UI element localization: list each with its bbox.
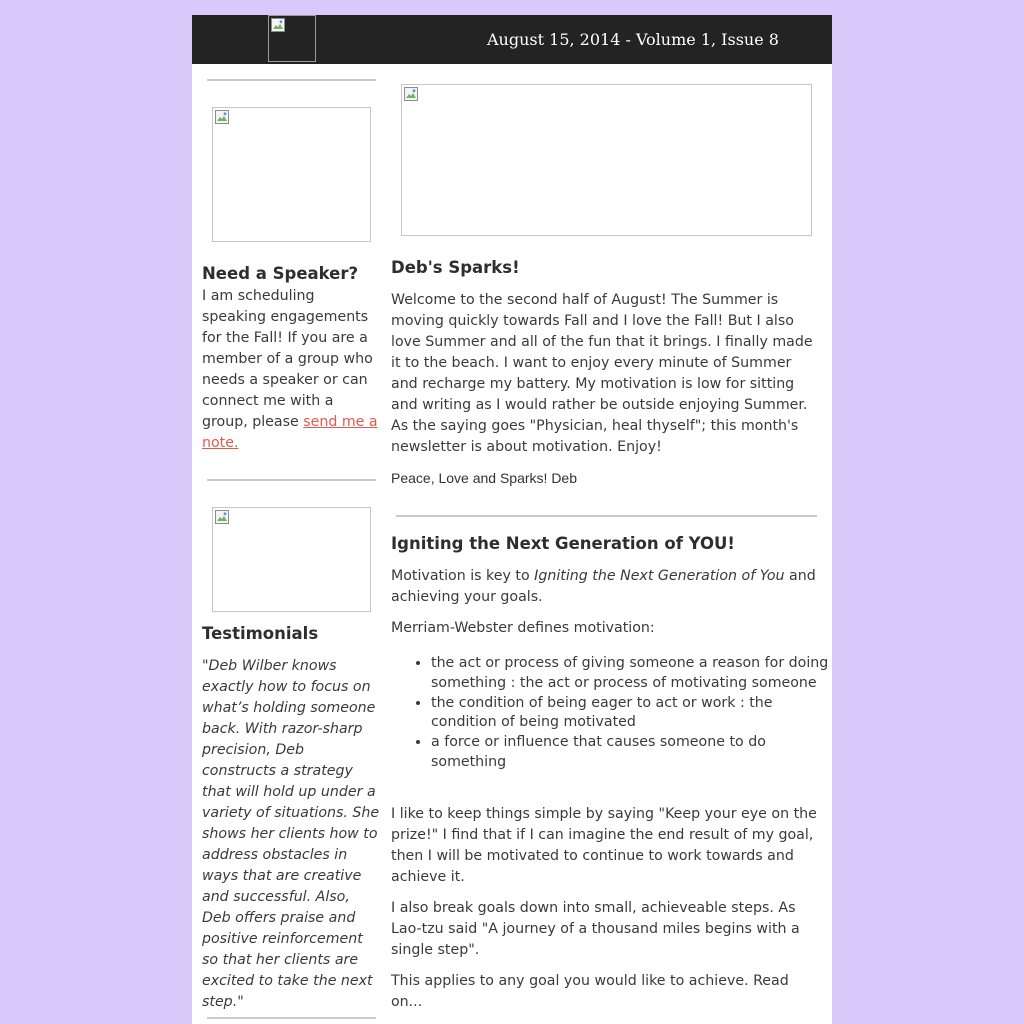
sparks-signoff: Peace, Love and Sparks! Deb	[391, 470, 578, 486]
sidebar-divider-bottom	[207, 1017, 376, 1019]
broken-image-icon	[215, 510, 229, 524]
list-item: • the act or process of giving someone a reason for doing something : the act or process of motivating someone	[431, 654, 831, 694]
intro-before: Motivation is key to	[391, 568, 535, 584]
speaker-body: I am scheduling speaking engagements for the Fall! If you are a member of a group who needs a speaker or can connect me with a group, please	[202, 288, 373, 430]
intro-italic: Igniting the Next Generation of You	[534, 568, 785, 584]
definition-list	[391, 654, 831, 773]
logo-image	[268, 15, 316, 62]
broken-image-icon	[215, 110, 229, 124]
definition-lead: Merriam-Webster defines motivation:	[391, 620, 655, 636]
read-on-paragraph: This applies to any goal you would like to achieve. Read on...	[391, 973, 789, 1010]
sparks-body: Welcome to the second half of August! The Summer is moving quickly towards Fall and I love the Fall! But I also love Summer and all of the fun that it brings. I finally made it to the beach. I want to enjoy every minute of Summer and recharge my battery. My motivation is low for sitting and writing as I would rather be outside enjoying Summer. As the saying goes "Physician, heal thyself"; this month's newsletter is about motivation. Enjoy!	[391, 292, 813, 455]
speaker-text	[202, 286, 380, 454]
newsletter-header	[192, 15, 832, 64]
banner-image	[401, 84, 812, 236]
steps-paragraph: I also break goals down into small, achieveable steps. As Lao-tzu said "A journey of a thousand miles begins with a single step".	[391, 900, 800, 958]
igniting-heading: Igniting the Next Generation of YOU!	[391, 534, 735, 553]
prize-paragraph: I like to keep things simple by saying "Keep your eye on the prize!" I find that if I can imagine the end result of my goal, then I will be motivated to continue to work towards and achieve it.	[391, 806, 817, 885]
testimonials-image	[212, 507, 371, 612]
speaker-photo	[212, 107, 371, 242]
speaker-heading: Need a Speaker?	[202, 264, 359, 283]
main-divider	[396, 515, 817, 517]
send-note-link[interactable]: send me a note.	[202, 414, 378, 451]
igniting-intro	[391, 566, 827, 608]
intro-after: and achieving your goals.	[391, 568, 816, 605]
testimonial-quote: "Deb Wilber knows exactly how to focus on what’s holding someone back. With razor-sharp precision, Deb constructs a strategy that will hold up under a variety of situations. She shows her clients how to address obstacles in ways that are creative and successful. Also, Deb offers praise and positive reinforcement so that her clients are excited to take the next step."	[202, 658, 380, 1010]
newsletter-page	[192, 15, 832, 1024]
testimonials-heading: Testimonials	[202, 624, 319, 643]
issue-date-volume: August 15, 2014 - Volume 1, Issue 8	[487, 30, 779, 49]
sidebar-divider-top	[207, 79, 376, 81]
list-item: • the condition of being eager to act or work : the condition of being motivated	[431, 694, 831, 734]
broken-image-icon	[404, 87, 418, 101]
broken-image-icon	[271, 18, 285, 32]
sidebar-divider-middle	[207, 479, 376, 481]
list-item: • a force or influence that causes someone to do something	[431, 733, 831, 773]
sparks-heading: Deb's Sparks!	[391, 258, 520, 277]
